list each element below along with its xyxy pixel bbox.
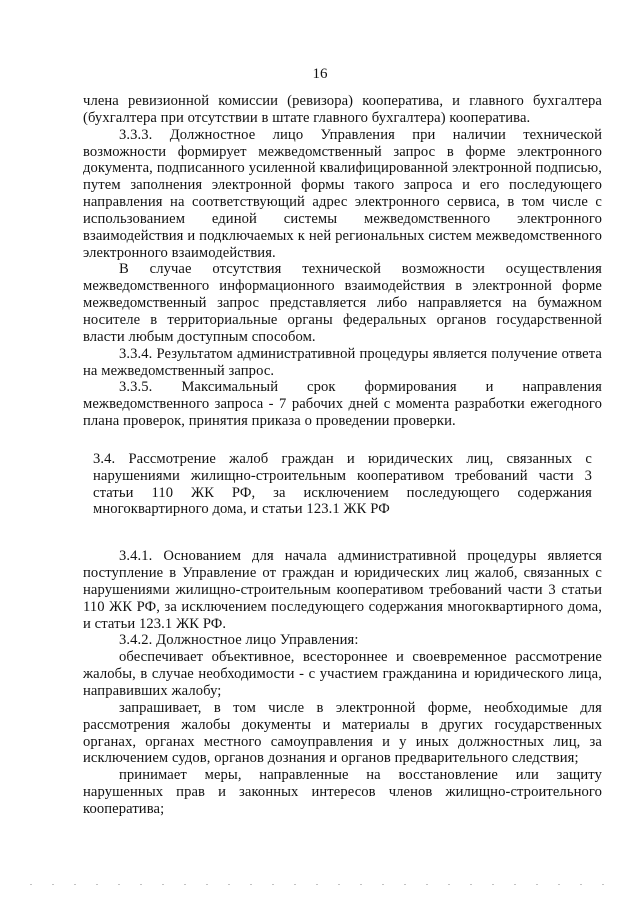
- paragraph-no-technical-possibility: В случае отсутствия технической возможности осуществления межведомственного информационного взаимодействия в электронной форме межведомственный запрос представляется либо направляется на бумажном носителе в территориальные органы федеральных органов государственной власти любым доступным способом.: [83, 261, 602, 345]
- scan-artifact-line: [30, 884, 620, 885]
- paragraph-ensures-review: обеспечивает объективное, всестороннее и своевременное рассмотрение жалобы, в случае необходимости - с участием гражданина и юридического лица, направивших жалобу;: [83, 649, 602, 699]
- paragraph-3-3-3: 3.3.3. Должностное лицо Управления при наличии технической возможности формирует межведомственный запрос в форме электронного документа, подписанного усиленной квалифицированной электронной подписью, путем заполнения электронной формы такого запроса и его последующего направления на соответствующий адрес электронного сервиса, в том числе с использованием единой системы межведомственного электронного взаимодействия и подключаемых к ней региональных систем межведомственного электронного взаимодействия.: [83, 126, 602, 261]
- paragraph-3-3-5: 3.3.5. Максимальный срок формирования и направления межведомственного запроса - 7 рабочих дней с момента разработки ежегодного плана проверок, принятия приказа о проведении проверки.: [83, 379, 602, 430]
- paragraph-3-3-4: 3.3.4. Результатом административной процедуры является получение ответа на межведомственный запрос.: [83, 345, 602, 379]
- paragraph-3-4-1: 3.4.1. Основанием для начала административной процедуры является поступление в Управление от граждан и юридических лиц жалоб, связанных с нарушениями жилищно-строительным кооперативом требований части 3 статьи 110 ЖК РФ, за исключением последующего содержания многоквартирного дома, и статьи 123.1 ЖК РФ.: [83, 548, 602, 632]
- paragraph-continuation: члена ревизионной комиссии (ревизора) кооператива, и главного бухгалтера (бухгалтера при отсутствии в штате главного бухгалтера) кооператива.: [83, 93, 602, 126]
- section-heading-3-4: 3.4. Рассмотрение жалоб граждан и юридических лиц, связанных с нарушениями жилищно-строительным кооперативом требований части 3 статьи 110 ЖК РФ, за исключением последующего содержания многоквартирного дома, и статьи 123.1 ЖК РФ: [93, 450, 592, 518]
- document-body: [83, 93, 602, 818]
- paragraph-3-4-2: 3.4.2. Должностное лицо Управления:: [119, 632, 359, 649]
- paragraph-requests-documents: запрашивает, в том числе в электронной форме, необходимые для рассмотрения жалобы документы и материалы в других государственных органах, органах местного самоуправления и у иных должностных лиц, за исключением судов, органов дознания и органов предварительного следствия;: [83, 699, 602, 767]
- page-number: 16: [312, 66, 328, 82]
- paragraph-takes-measures: принимает меры, направленные на восстановление или защиту нарушенных прав и законных интересов членов жилищно-строительного кооператива;: [83, 767, 602, 817]
